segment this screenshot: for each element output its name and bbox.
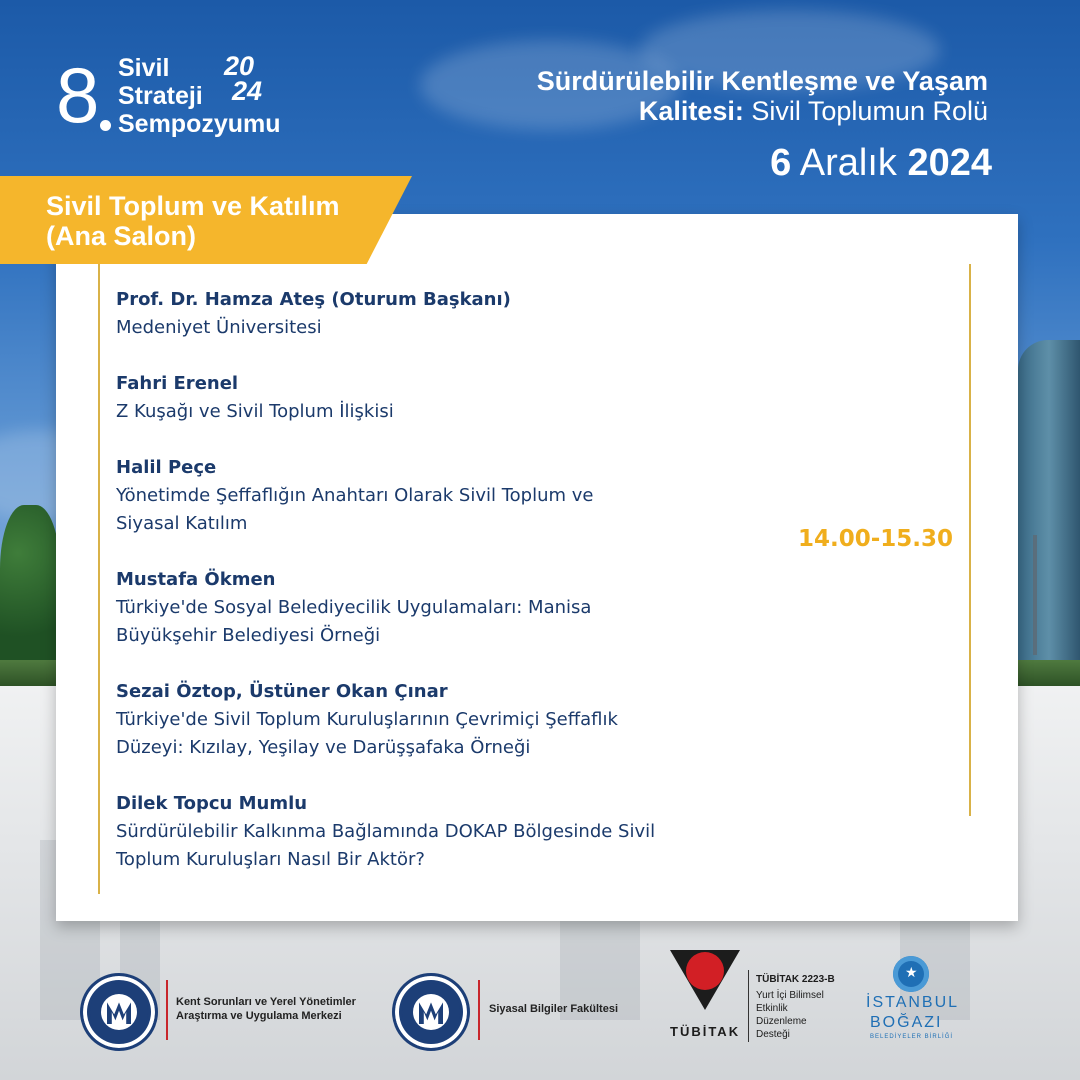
talk-topic: Z Kuşağı ve Sivil Toplum İlişkisi bbox=[116, 401, 394, 422]
divider-line-right bbox=[969, 264, 971, 816]
event-name-line: Sempozyumu bbox=[118, 110, 281, 138]
building-image bbox=[1018, 340, 1080, 670]
star-icon: ★ bbox=[905, 965, 918, 981]
talk-topic: Düzeyi: Kızılay, Yeşilay ve Darüşşafaka Örneği bbox=[116, 737, 531, 758]
talk-topic: Medeniyet Üniversitesi bbox=[116, 317, 322, 338]
marmara-university-seal bbox=[80, 973, 158, 1051]
event-name-line: Strateji bbox=[118, 82, 203, 110]
event-year bbox=[224, 51, 263, 106]
seal-inner bbox=[101, 994, 137, 1030]
event-logo bbox=[56, 52, 326, 144]
red-divider bbox=[166, 980, 168, 1040]
talk-item bbox=[116, 678, 756, 762]
talk-topic: Sürdürülebilir Kalkınma Bağlamında DOKAP Bölgesinde Sivil bbox=[116, 821, 656, 842]
speaker-name: Sezai Öztop, Üstüner Okan Çınar bbox=[116, 681, 448, 702]
edition-number: 8 bbox=[56, 51, 94, 139]
session-title bbox=[46, 191, 340, 251]
tubitak-desc-line: Yurt İçi Bilimsel bbox=[756, 990, 824, 1001]
tubitak-program-desc bbox=[756, 989, 846, 1041]
talk-topic: Türkiye'de Sosyal Belediyecilik Uygulamaları: Manisa bbox=[116, 597, 592, 618]
org1-name bbox=[176, 995, 356, 1023]
talk-topic: Toplum Kuruluşları Nasıl Bir Aktör? bbox=[116, 849, 425, 870]
tubitak-desc-line: Desteği bbox=[756, 1029, 790, 1040]
org1-line1: Kent Sorunları ve Yerel Yönetimler bbox=[176, 996, 356, 1008]
talk-topic: Yönetimde Şeffaflığın Anahtarı Olarak Sivil Toplum ve bbox=[116, 485, 594, 506]
m-icon bbox=[107, 1000, 131, 1024]
tubitak-logo-icon bbox=[670, 950, 740, 1012]
tubitak-desc-line: Etkinlik bbox=[756, 1003, 788, 1014]
event-year-top: 20 bbox=[224, 51, 255, 81]
theme-title-line1: Sürdürülebilir Kentleşme ve Yaşam bbox=[536, 66, 988, 96]
talk-item bbox=[116, 454, 756, 538]
tubitak-divider bbox=[748, 970, 749, 1042]
istanbul-bogazi-line1: İSTANBUL bbox=[866, 994, 960, 1011]
theme-title bbox=[537, 66, 988, 126]
divider-line-left bbox=[98, 264, 100, 894]
speaker-name: Dilek Topcu Mumlu bbox=[116, 793, 308, 814]
m-icon bbox=[419, 1000, 443, 1024]
tubitak-circle bbox=[686, 952, 724, 990]
org1-line2: Araştırma ve Uygulama Merkezi bbox=[176, 1010, 342, 1022]
event-name-line: Sivil bbox=[118, 54, 170, 82]
talk-topic: Siyasal Katılım bbox=[116, 513, 248, 534]
lamp-pole bbox=[1033, 535, 1037, 655]
speaker-name: Prof. Dr. Hamza Ateş (Oturum Başkanı) bbox=[116, 289, 511, 310]
speaker-name: Fahri Erenel bbox=[116, 373, 239, 394]
event-date: 6 Aralık 2024 bbox=[770, 142, 992, 184]
talk-item bbox=[116, 286, 756, 342]
tubitak-wordmark: TÜBİTAK bbox=[670, 1024, 741, 1039]
tubitak-program-title: TÜBİTAK 2223-B bbox=[756, 974, 835, 985]
istanbul-bogazi-line2: BOĞAZI bbox=[870, 1014, 943, 1031]
red-divider bbox=[478, 980, 480, 1040]
talk-item bbox=[116, 370, 756, 426]
talk-topic: Büyükşehir Belediyesi Örneği bbox=[116, 625, 381, 646]
tubitak-desc-line: Düzenleme bbox=[756, 1016, 807, 1027]
event-year-bottom: 24 bbox=[232, 76, 263, 106]
istanbul-bogazi-line3: BELEDİYELER BİRLİĞİ bbox=[870, 1034, 954, 1040]
speaker-name: Mustafa Ökmen bbox=[116, 569, 276, 590]
speaker-name: Halil Peçe bbox=[116, 457, 217, 478]
session-title-line1: Sivil Toplum ve Katılım bbox=[46, 191, 340, 221]
session-title-line2: (Ana Salon) bbox=[46, 221, 197, 251]
org2-name: Siyasal Bilgiler Fakültesi bbox=[489, 1003, 619, 1015]
marmara-university-seal bbox=[392, 973, 470, 1051]
talk-item bbox=[116, 566, 756, 650]
theme-title-line2: Kalitesi: Sivil Toplumun Rolü bbox=[638, 96, 988, 126]
session-time: 14.00-15.30 bbox=[798, 526, 954, 552]
talk-topic: Türkiye'de Sivil Toplum Kuruluşlarının Çevrimiçi Şeffaflık bbox=[116, 709, 618, 730]
trees-image bbox=[0, 505, 60, 665]
edition-dot bbox=[100, 120, 111, 131]
seal-inner bbox=[413, 994, 449, 1030]
talk-item bbox=[116, 790, 756, 874]
